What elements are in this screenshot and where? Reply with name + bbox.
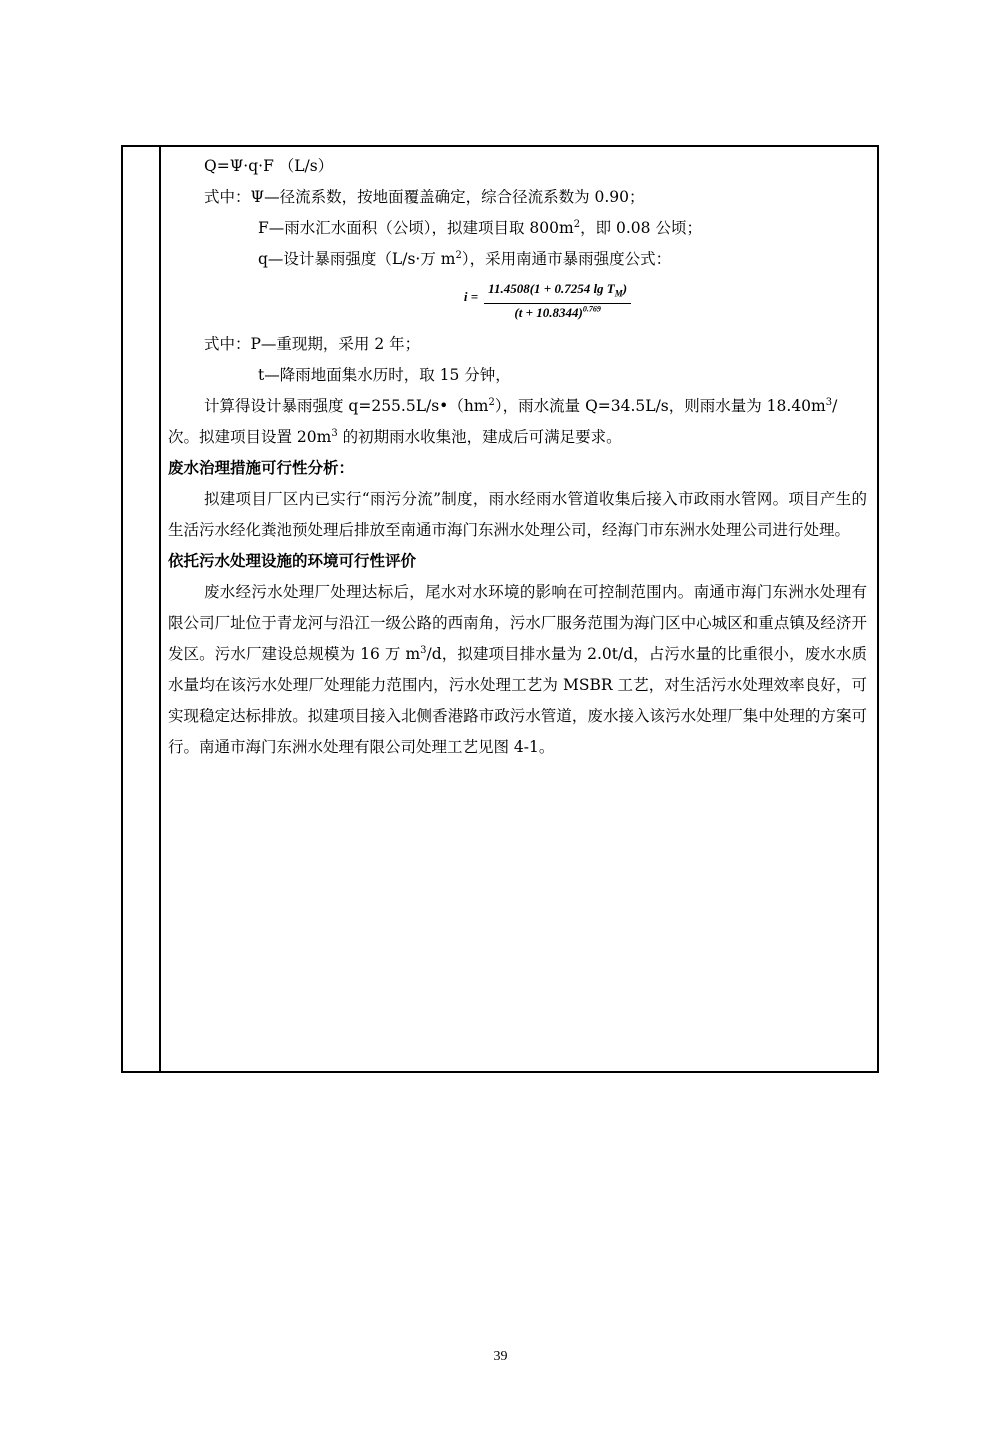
- formula-fraction: [484, 281, 631, 321]
- rainstorm-intensity-formula: [168, 281, 867, 321]
- t-definition: t—降雨地面集水历时，取 15 分钟，: [258, 365, 511, 384]
- flow-formula-line: Q=Ψ·q·F （L/s）: [204, 157, 334, 175]
- p-definition: 式中：P—重现期，采用 2 年；: [204, 334, 421, 353]
- psi-definition: 式中：Ψ—径流系数，按地面覆盖确定，综合径流系数为 0.90；: [204, 188, 645, 206]
- paragraph-sewage-facility-evaluation: 废水经污水处理厂处理达标后，尾水对水环境的影响在可控制范围内。南通市海门东洲水处理有限公司厂址位于青龙河与沿江一级公路的西南角，污水厂服务范围为海门区中心城区和重点镇及经济开发区。污水厂建设总规模为 16 万 $m^3/d$，拟建项目排水量为 2.0t/d，占污水量的比重很小，废水水质水量均在该污水处理厂处理能力范围内，污水处理工艺为 MSBR 工艺，对生活污水处理效率良好，可实现稳定达标排放。拟建项目接入北侧香港路市政污水管道，废水接入该污水处理厂集中处理的方案可行。南通市海门东洲水处理有限公司处理工艺见图 4-1。: [168, 582, 867, 756]
- q-definition: q—设计暴雨强度（L/s·万 $m^2$），采用南通市暴雨强度公式：: [258, 249, 672, 268]
- section-heading-sewage-facility-evaluation: 依托污水处理设施的环境可行性评价: [168, 551, 417, 570]
- f-definition: F—雨水汇水面积（公顷），拟建项目取 $800m^2$，即 0.08 公顷；: [258, 218, 702, 237]
- section-heading-wastewater-feasibility: 废水治理措施可行性分析：: [168, 458, 355, 477]
- formula-denominator: $(t + 10.8344)^{0.769}$: [514, 304, 601, 320]
- formula-numerator: 11.4508(1 + 0.7254 $\lg T_M$): [484, 281, 631, 304]
- table-content-cell: [168, 151, 867, 763]
- paragraph-wastewater-feasibility: 拟建项目厂区内已实行“雨污分流”制度，雨水经雨水管道收集后接入市政雨水管网。项目产生的生活污水经化粪池预处理后排放至南通市海门东洲水处理公司，经海门市东洲水处理公司进行处理。: [168, 489, 867, 539]
- left-column-divider: [159, 147, 161, 1071]
- content-table-frame: [121, 145, 879, 1073]
- calculation-line-1: 计算得设计暴雨强度 $q=255.5L/s•(hm^2)$，雨水流量 Q=34.5L/s，则雨水量为 $18.40m^3/$: [204, 396, 838, 415]
- page-number: 39: [493, 1349, 508, 1364]
- formula-lhs: i =: [463, 289, 479, 304]
- calculation-line-2: 次。拟建项目设置 $20m^3$ 的初期雨水收集池，建成后可满足要求。: [168, 427, 622, 446]
